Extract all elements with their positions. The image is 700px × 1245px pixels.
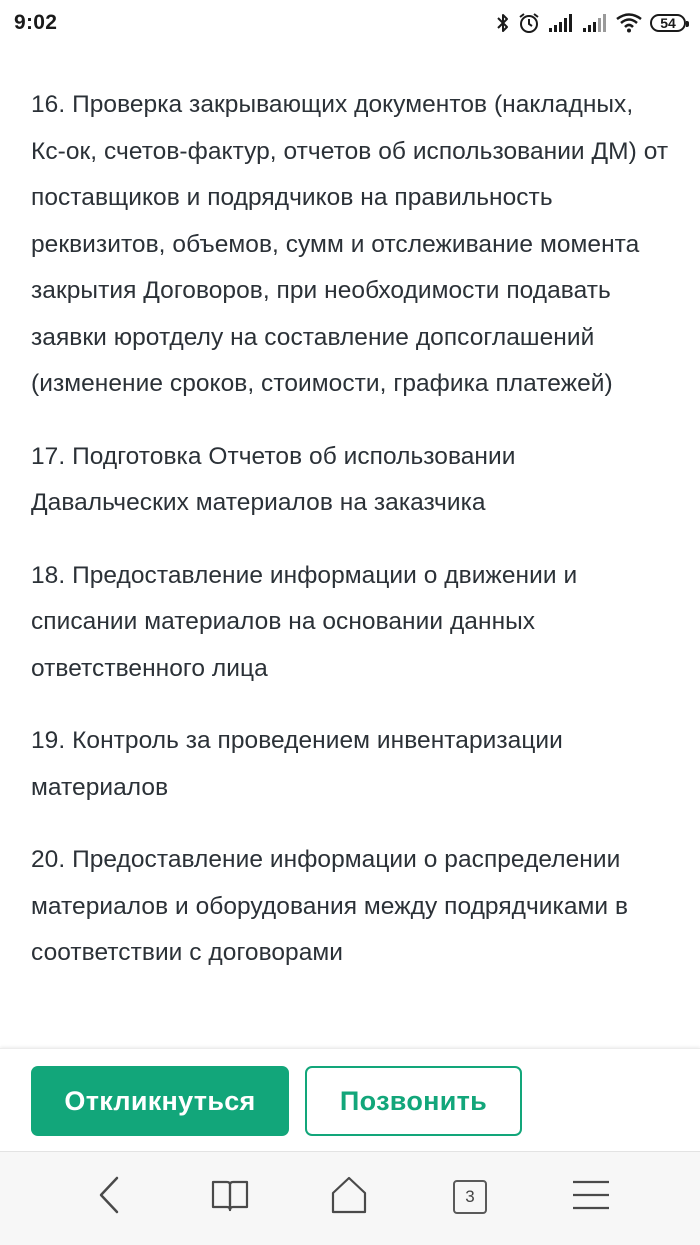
battery-icon: 54 xyxy=(650,14,686,32)
signal-icon-2 xyxy=(582,13,608,33)
back-button[interactable] xyxy=(85,1172,135,1222)
menu-button[interactable] xyxy=(566,1172,616,1222)
menu-icon xyxy=(571,1178,611,1217)
back-icon xyxy=(95,1175,125,1220)
bookmarks-button[interactable] xyxy=(205,1172,255,1222)
respond-button[interactable]: Откликнуться xyxy=(31,1066,289,1136)
job-duties xyxy=(31,82,671,1003)
home-icon xyxy=(329,1175,369,1220)
action-bar xyxy=(0,1048,700,1151)
browser-nav-bar xyxy=(0,1151,700,1245)
status-time: 9:02 xyxy=(14,11,58,34)
tabs-button[interactable] xyxy=(445,1172,495,1222)
home-button[interactable] xyxy=(324,1172,374,1222)
signal-icon xyxy=(548,13,574,33)
wifi-icon xyxy=(616,13,642,33)
status-icons xyxy=(496,12,686,34)
duty-item: 17. Подготовка Отчетов об использовании Давальческих материалов на заказчика xyxy=(31,442,516,516)
bookmarks-icon xyxy=(210,1177,250,1218)
duty-item: 19. Контроль за проведением инвентаризации материалов xyxy=(31,727,563,801)
alarm-icon xyxy=(518,12,540,34)
duty-item: 20. Предоставление информации о распределении материалов и оборудования между подрядчиками в соответствии с договорами xyxy=(31,846,629,966)
tabs-icon: 3 xyxy=(453,1180,487,1214)
duty-item: 18. Предоставление информации о движении и списании материалов на основании данных ответственного лица xyxy=(31,561,578,682)
bluetooth-icon xyxy=(496,12,510,34)
duty-item: 16. Проверка закрывающих документов (накладных, Кс-ок, счетов-фактур, отчетов об использовании ДМ) от поставщиков и подрядчиков на правильность реквизитов, объемов, сумм и отслеживание момента закрытия Договоров, при необходимости подавать заявки юротделу на составление допсоглашений (изменение сроков, стоимости, графика платежей) xyxy=(31,91,669,397)
status-bar xyxy=(0,0,700,46)
call-button[interactable]: Позвонить xyxy=(305,1066,522,1136)
